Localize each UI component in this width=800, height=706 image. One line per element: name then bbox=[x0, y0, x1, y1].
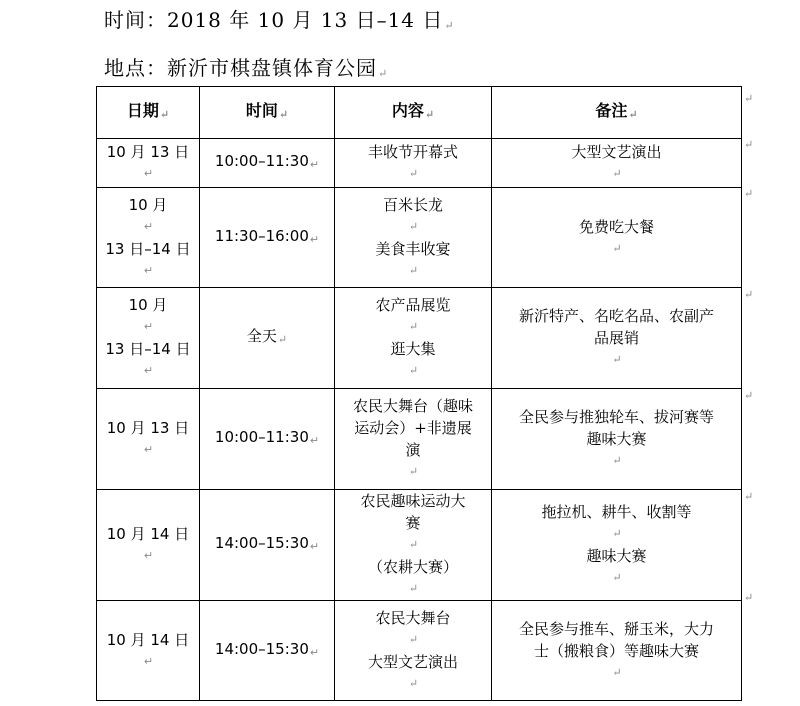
schedule-table bbox=[96, 86, 742, 701]
date-cell: 10 月 14 日 ↵ bbox=[97, 601, 200, 701]
paragraph-mark-icon: ↵ bbox=[744, 138, 754, 151]
paragraph-mark-icon: ↵ bbox=[744, 288, 754, 301]
table-row bbox=[97, 601, 742, 701]
paragraph-mark-icon: ↵ bbox=[278, 107, 289, 121]
column-header-time: 时间↵ bbox=[200, 87, 335, 139]
date-cell: 10 月 14 日 ↵ bbox=[97, 490, 200, 601]
content-cell: 农民趣味运动大 赛 ↵ （农耕大赛） ↵ bbox=[335, 490, 492, 601]
column-header-note: 备注↵ bbox=[492, 87, 742, 139]
paragraph-mark-icon: ↵ bbox=[378, 67, 389, 80]
table-header-row bbox=[97, 87, 742, 139]
table-row bbox=[97, 490, 742, 601]
content-cell: 农产品展览 ↵ 逛大集 ↵ bbox=[335, 288, 492, 389]
time-cell: 11:30–16:00↵ bbox=[200, 188, 335, 288]
table-row bbox=[97, 389, 742, 490]
event-place-text: 地点：新沂市棋盘镇体育公园 bbox=[104, 56, 377, 80]
note-cell: 全民参与推车、掰玉米，大力 士（搬粮食）等趣味大赛 ↵ bbox=[492, 601, 742, 701]
column-header-content: 内容↵ bbox=[335, 87, 492, 139]
table-row bbox=[97, 139, 742, 188]
event-time-text: 时间：2018 年 10 月 13 日–14 日 bbox=[104, 8, 444, 32]
date-cell: 10 月 ↵ 13 日–14 日 ↵ bbox=[97, 288, 200, 389]
paragraph-mark-icon: ↵ bbox=[744, 92, 754, 105]
time-cell: 14:00–15:30↵ bbox=[200, 601, 335, 701]
paragraph-mark-icon: ↵ bbox=[159, 107, 170, 121]
paragraph-mark-icon: ↵ bbox=[744, 591, 754, 604]
date-cell: 10 月 13 日 ↵ bbox=[97, 139, 200, 188]
event-time-line bbox=[104, 4, 455, 33]
time-cell: 全天↵ bbox=[200, 288, 335, 389]
content-cell: 农民大舞台（趣味 运动会）+非遗展 演 ↵ bbox=[335, 389, 492, 490]
date-cell: 10 月 ↵ 13 日–14 日 ↵ bbox=[97, 188, 200, 288]
time-cell: 14:00–15:30↵ bbox=[200, 490, 335, 601]
table-row bbox=[97, 288, 742, 389]
note-cell: 拖拉机、耕牛、收割等 ↵ 趣味大赛 ↵ bbox=[492, 490, 742, 601]
time-cell: 10:00–11:30↵ bbox=[200, 139, 335, 188]
note-cell: 新沂特产、名吃名品、农副产 品展销 ↵ bbox=[492, 288, 742, 389]
paragraph-mark-icon: ↵ bbox=[444, 19, 455, 32]
row-end-marks bbox=[744, 86, 756, 686]
column-header-date: 日期↵ bbox=[97, 87, 200, 139]
time-cell: 10:00–11:30↵ bbox=[200, 389, 335, 490]
content-cell: 农民大舞台 ↵ 大型文艺演出 ↵ bbox=[335, 601, 492, 701]
event-place-line bbox=[104, 52, 388, 81]
table-row bbox=[97, 188, 742, 288]
note-cell: 全民参与推独轮车、拔河赛等 趣味大赛 ↵ bbox=[492, 389, 742, 490]
content-cell: 百米长龙 ↵ 美食丰收宴 ↵ bbox=[335, 188, 492, 288]
paragraph-mark-icon: ↵ bbox=[744, 490, 754, 503]
paragraph-mark-icon: ↵ bbox=[424, 107, 435, 121]
paragraph-mark-icon: ↵ bbox=[744, 187, 754, 200]
paragraph-mark-icon: ↵ bbox=[628, 107, 638, 121]
date-cell: 10 月 13 日 ↵ bbox=[97, 389, 200, 490]
note-cell: 大型文艺演出 ↵ bbox=[492, 139, 742, 188]
content-cell: 丰收节开幕式 ↵ bbox=[335, 139, 492, 188]
note-cell: 免费吃大餐 ↵ bbox=[492, 188, 742, 288]
paragraph-mark-icon: ↵ bbox=[744, 389, 754, 402]
